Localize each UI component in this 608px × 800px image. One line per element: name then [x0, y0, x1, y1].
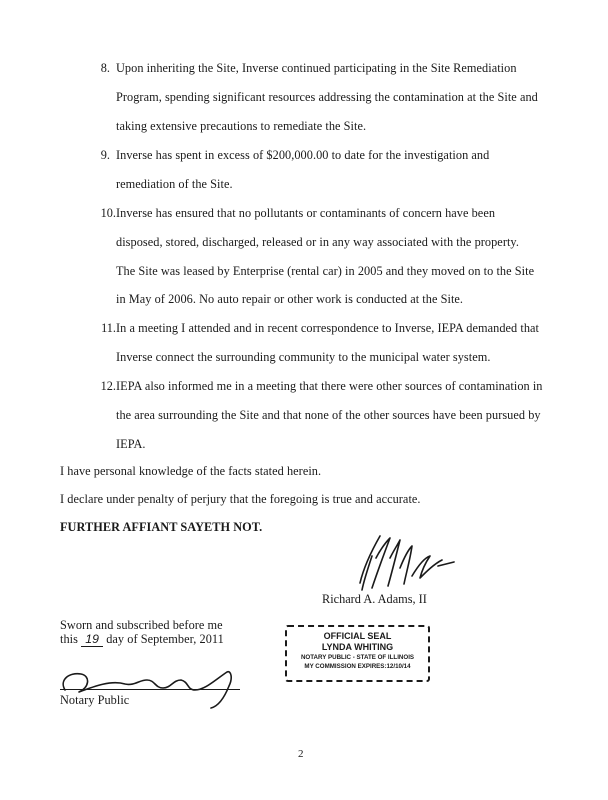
perjury-declaration: I declare under penalty of perjury that the foregoing is true and accurate.	[60, 492, 421, 506]
knowledge-statement: I have personal knowledge of the facts stated herein.	[60, 464, 322, 478]
item-text-line: Inverse connect the surrounding community to the municipal water system.	[116, 350, 491, 364]
item-text-line: IEPA.	[116, 437, 146, 451]
page-number: 2	[298, 748, 304, 760]
further-affiant-heading: FURTHER AFFIANT SAYETH NOT.	[60, 520, 263, 534]
item-text-line: In a meeting I attended and in recent correspondence to Inverse, IEPA demanded that	[116, 321, 539, 335]
notary-signature-line	[60, 689, 240, 690]
affiant-signature	[342, 528, 462, 598]
item-number: 10.	[100, 206, 116, 220]
item-number: 8.	[100, 61, 110, 75]
item-text-line: in May of 2006. No auto repair or other work is conducted at the Site.	[116, 292, 464, 306]
item-number: 11.	[101, 321, 116, 335]
sworn-day: 19	[81, 632, 103, 647]
seal-notary-name: LYNDA WHITING	[321, 642, 394, 652]
item-number: 9.	[100, 148, 110, 162]
item-text-line: Inverse has spent in excess of $200,000.00 to date for the investigation and	[116, 148, 490, 162]
item-number: 12.	[100, 379, 116, 393]
item-text-line: remediation of the Site.	[116, 177, 233, 191]
item-text-line: Upon inheriting the Site, Inverse continued participating in the Site Remediation	[116, 61, 517, 75]
item-text-line: Program, spending significant resources addressing the contamination at the Site and	[116, 90, 538, 104]
item-text-line: the area surrounding the Site and that none of the other sources have been pursued by	[116, 408, 541, 422]
sworn-date-rest: day of September, 2011	[106, 632, 224, 646]
item-text-line: disposed, stored, discharged, released or in any way associated with the property.	[116, 235, 519, 249]
seal-expiration: MY COMMISSION EXPIRES:12/10/14	[304, 663, 411, 670]
item-text-line: taking extensive precautions to remediate the Site.	[116, 119, 367, 133]
notary-public-label: Notary Public	[60, 693, 130, 707]
sworn-subscribed-line: Sworn and subscribed before me	[60, 618, 223, 632]
item-text-line: Inverse has ensured that no pollutants or contaminants of concern have been	[116, 206, 496, 220]
seal-title: OFFICIAL SEAL	[323, 631, 392, 641]
signer-name: Richard A. Adams, II	[322, 592, 427, 606]
official-seal-stamp	[285, 625, 430, 682]
sworn-date-line	[60, 632, 224, 647]
item-text-line: The Site was leased by Enterprise (rental car) in 2005 and they moved on to the Site	[116, 264, 535, 278]
sworn-this: this	[60, 632, 78, 646]
seal-state: NOTARY PUBLIC - STATE OF ILLINOIS	[300, 654, 415, 661]
item-text-line: IEPA also informed me in a meeting that there were other sources of contamination in	[116, 379, 543, 393]
